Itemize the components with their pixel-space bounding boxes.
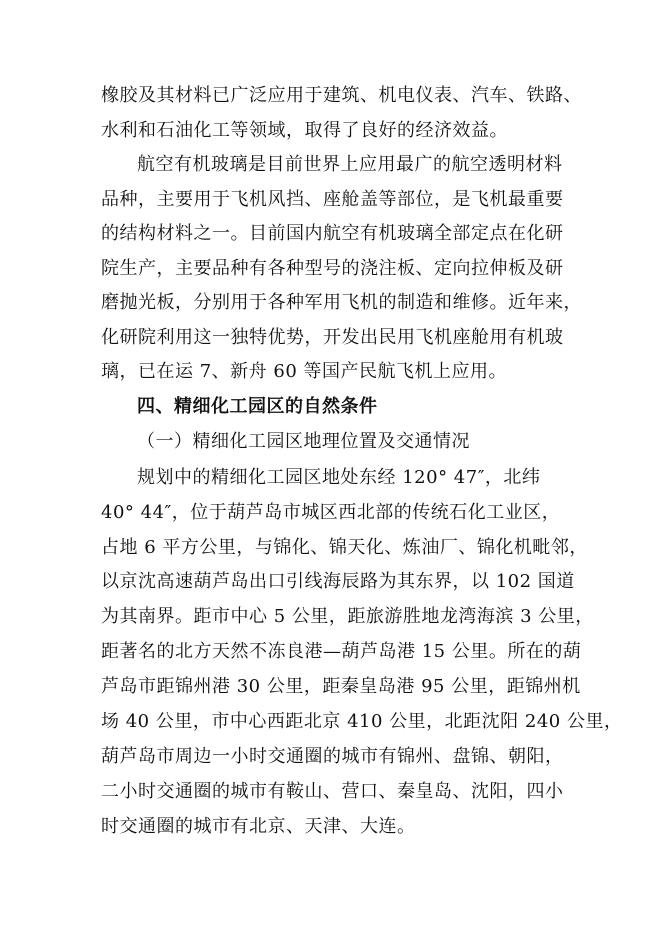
text-line: 芦岛市距锦州港 30 公里，距秦皇岛港 95 公里，距锦州机 bbox=[101, 676, 581, 697]
text-line: 院生产，主要品种有各种型号的浇注板、定向拉伸板及研 bbox=[101, 258, 564, 279]
text-line: 距著名的北方天然不冻良港—葫芦岛港 15 公里。所在的葫 bbox=[101, 641, 582, 662]
text-line: 场 40 公里，市中心西距北京 410 公里，北距沈阳 240 公里， bbox=[101, 711, 623, 732]
text-line: 化研院利用这一独特优势，开发出民用飞机座舱用有机玻 bbox=[101, 327, 564, 348]
text-line: 磨抛光板，分别用于各种军用飞机的制造和维修。近年来， bbox=[101, 292, 582, 313]
text-line: 航空有机玻璃是目前世界上应用最广的航空透明材料 bbox=[137, 154, 563, 175]
text-line: 橡胶及其材料已广泛应用于建筑、机电仪表、汽车、铁路、 bbox=[101, 85, 582, 106]
text-line: 二小时交通圈的城市有鞍山、营口、秦皇岛、沈阳，四小 bbox=[101, 781, 564, 802]
text-line: 葫芦岛市周边一小时交通圈的城市有锦州、盘锦、朝阳， bbox=[101, 746, 564, 767]
text-line: 水利和石油化工等领域，取得了良好的经济效益。 bbox=[101, 120, 508, 141]
text-line: 以京沈高速葫芦岛出口引线海辰路为其东界，以 102 国道 bbox=[101, 571, 575, 592]
text-line: 时交通圈的城市有北京、天津、大连。 bbox=[101, 816, 416, 837]
text-line: 璃，已在运 7、新舟 60 等国产民航飞机上应用。 bbox=[101, 361, 508, 382]
text-line: 的结构材料之一。目前国内航空有机玻璃全部定点在化研 bbox=[101, 223, 564, 244]
section-subheading: （一）精细化工园区地理位置及交通情况 bbox=[137, 431, 470, 452]
section-heading: 四、精细化工园区的自然条件 bbox=[137, 396, 378, 417]
text-line: 品种，主要用于飞机风挡、座舱盖等部位，是飞机最重要 bbox=[101, 189, 564, 210]
text-line: 规划中的精细化工园区地处东经 120° 47″，北纬 bbox=[137, 467, 541, 488]
text-line: 为其南界。距市中心 5 公里，距旅游胜地龙湾海滨 3 公里， bbox=[101, 606, 594, 627]
text-line: 40° 44″，位于葫芦岛市城区西北部的传统石化工业区， bbox=[101, 502, 561, 523]
text-line: 占地 6 平方公里，与锦化、锦天化、炼油厂、锦化机毗邻， bbox=[101, 537, 588, 558]
